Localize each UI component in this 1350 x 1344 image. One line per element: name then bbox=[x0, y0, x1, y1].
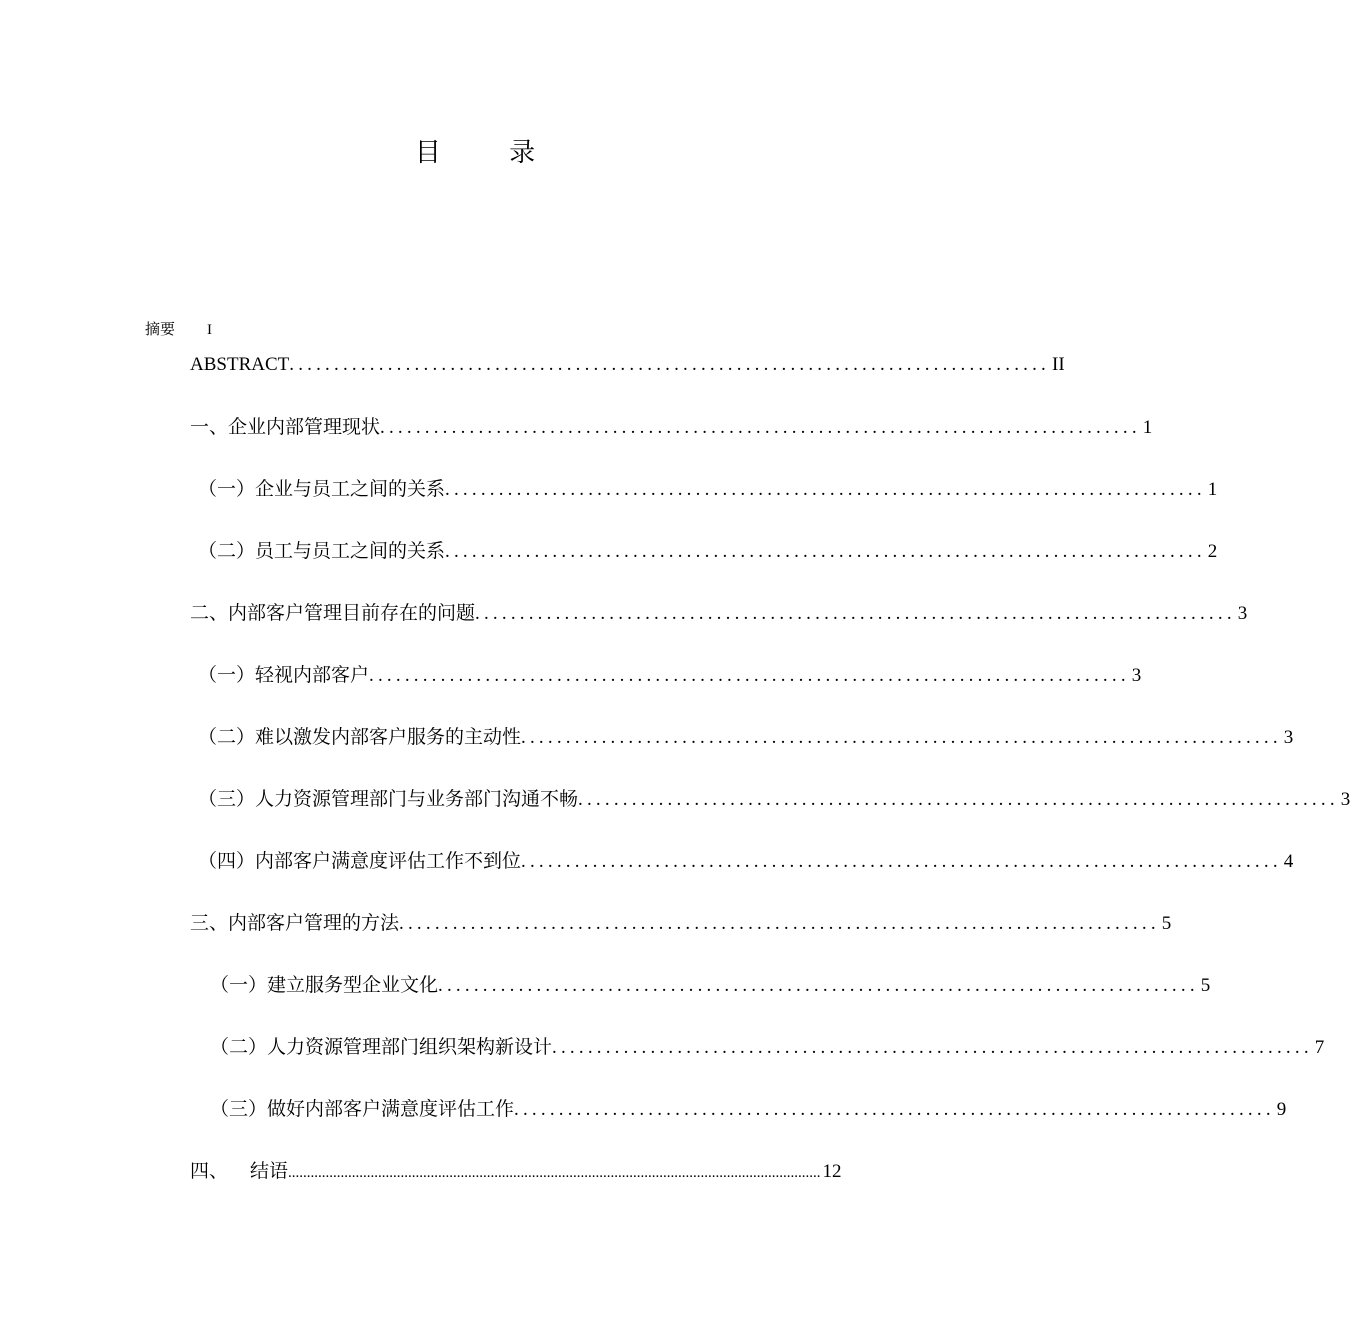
toc-entry-chapter-1[interactable] bbox=[190, 414, 1153, 441]
toc-page-number: 3 bbox=[1237, 603, 1248, 624]
toc-chapter-number: 四、 bbox=[190, 1160, 229, 1182]
toc-page-number: 7 bbox=[1314, 1037, 1325, 1058]
toc-label: （四）内部客户满意度评估工作不到位 bbox=[198, 850, 522, 872]
toc-label bbox=[190, 1158, 288, 1184]
toc-leader: ..................................................................................... bbox=[521, 851, 1282, 872]
toc-entry-section-3-2[interactable] bbox=[210, 1034, 1325, 1061]
toc-label: （一）轻视内部客户 bbox=[198, 664, 370, 686]
toc-leader: ..................................................................................... bbox=[445, 479, 1206, 500]
toc-entry-chapter-3[interactable] bbox=[190, 910, 1172, 937]
toc-label: （二）员工与员工之间的关系 bbox=[198, 540, 446, 562]
toc-label: （三）人力资源管理部门与业务部门沟通不畅 bbox=[198, 788, 579, 810]
page-title: 目 录 bbox=[414, 138, 566, 168]
toc-leader: ..................................................................................... bbox=[445, 541, 1206, 562]
toc-entry-section-1-1[interactable] bbox=[198, 476, 1218, 503]
toc-page-number: 5 bbox=[1161, 913, 1172, 934]
toc-leader: .............................................................................................................................................. bbox=[288, 1165, 821, 1181]
toc-label: （三）做好内部客户满意度评估工作 bbox=[210, 1098, 515, 1120]
toc-entry-section-2-1[interactable] bbox=[198, 662, 1142, 689]
toc-entry-chapter-4[interactable] bbox=[190, 1158, 842, 1186]
toc-entry-section-2-2[interactable] bbox=[198, 724, 1294, 751]
toc-page-number: 12 bbox=[822, 1161, 842, 1182]
toc-page-number: 3 bbox=[1131, 665, 1142, 686]
toc-leader: ..................................................................................... bbox=[514, 1099, 1275, 1120]
toc-page-number: 9 bbox=[1276, 1099, 1287, 1120]
toc-leader: ..................................................................................... bbox=[552, 1037, 1313, 1058]
toc-entry-abstract[interactable] bbox=[190, 352, 1065, 378]
toc-page-number: I bbox=[207, 322, 213, 338]
toc-label: 二、内部客户管理目前存在的问题 bbox=[190, 602, 476, 624]
toc-leader: ..................................................................................... bbox=[369, 665, 1130, 686]
toc-page-number: II bbox=[1052, 354, 1065, 375]
toc-page-number: 5 bbox=[1200, 975, 1211, 996]
toc-entry-section-3-1[interactable] bbox=[210, 972, 1211, 999]
toc-page-number: 1 bbox=[1142, 417, 1153, 438]
toc-leader: ..................................................................................... bbox=[521, 727, 1282, 748]
toc-leader: ..................................................................................... bbox=[380, 417, 1141, 438]
toc-label: （二）人力资源管理部门组织架构新设计 bbox=[210, 1036, 553, 1058]
toc-leader: ..................................................................................... bbox=[289, 354, 1050, 375]
toc-leader: ..................................................................................... bbox=[475, 603, 1236, 624]
toc-page-number: 3 bbox=[1340, 789, 1350, 810]
toc-chapter-title: 结语 bbox=[250, 1160, 289, 1182]
toc-leader: ..................................................................................... bbox=[399, 913, 1160, 934]
toc-label: ABSTRACT bbox=[190, 354, 290, 375]
toc-label: （一）企业与员工之间的关系 bbox=[198, 478, 446, 500]
toc-label: 一、企业内部管理现状 bbox=[190, 416, 381, 438]
toc-leader: ..................................................................................... bbox=[578, 789, 1339, 810]
toc-label: 三、内部客户管理的方法 bbox=[190, 912, 400, 934]
toc-page-number: 2 bbox=[1207, 541, 1218, 562]
toc-entry-abstract-cn[interactable] bbox=[145, 318, 212, 339]
toc-label: （一）建立服务型企业文化 bbox=[210, 974, 439, 996]
toc-entry-section-3-3[interactable] bbox=[210, 1096, 1287, 1123]
toc-page-number: 3 bbox=[1283, 727, 1294, 748]
toc-entry-section-2-3[interactable] bbox=[198, 786, 1350, 813]
toc-entry-section-1-2[interactable] bbox=[198, 538, 1218, 565]
toc-entry-section-2-4[interactable] bbox=[198, 848, 1294, 875]
toc-leader: ..................................................................................... bbox=[438, 975, 1199, 996]
toc-label: （二）难以激发内部客户服务的主动性 bbox=[198, 726, 522, 748]
toc-label: 摘要 bbox=[145, 320, 176, 338]
toc-page-number: 1 bbox=[1207, 479, 1218, 500]
toc-entry-chapter-2[interactable] bbox=[190, 600, 1248, 627]
toc-page-number: 4 bbox=[1283, 851, 1294, 872]
